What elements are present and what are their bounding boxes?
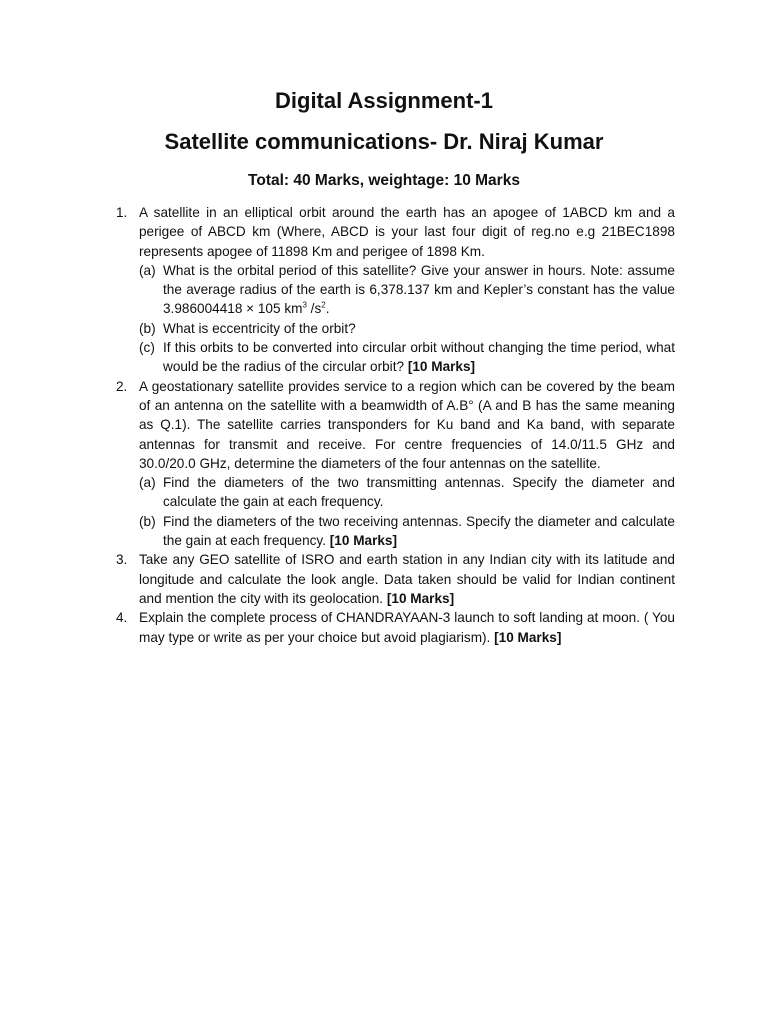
marks-label: [10 Marks] (407, 359, 476, 375)
question-4 (112, 608, 675, 647)
total-marks-line: Total: 40 Marks, weightage: 10 Marks (248, 172, 520, 189)
part-text: What is eccentricity of the orbit? (163, 320, 356, 336)
question-1-part-a (139, 261, 675, 319)
superscript: 2 (321, 300, 326, 310)
question-list (112, 203, 675, 647)
question-1-part-c (139, 338, 675, 377)
question-3 (112, 550, 675, 608)
marks-label: [10 Marks] (494, 629, 562, 645)
part-text-end: . (325, 301, 330, 317)
part-label: (c) (139, 340, 155, 356)
page-subtitle: Satellite communications- Dr. Niraj Kumar (164, 129, 604, 154)
question-number: 2. (116, 378, 128, 394)
question-text: A satellite in an elliptical orbit around the earth has an apogee of 1ABCD km and a perigee of ABCD km (Where, ABCD is your last four digit of reg.no e.g 21BEC1898 represents apogee of 11898 Km and perigee of 1898 Km. (139, 205, 675, 259)
page-title: Digital Assignment-1 (275, 88, 493, 113)
marks-label: [10 Marks] (386, 590, 455, 606)
question-number: 4. (116, 610, 128, 626)
part-label: (b) (139, 513, 156, 529)
question-1 (112, 203, 675, 377)
question-2-part-b (139, 512, 675, 551)
marks-label: [10 Marks] (329, 533, 398, 549)
question-text: A geostationary satellite provides service to a region which can be covered by the beam of an antenna on the satellite with a beamwidth of A.B° (A and B has the same meaning as Q.1). The satellite carries transponders for Ku band and Ka band, with separate antennas for transmit and receive. For centre frequencies of 14.0/11.5 GHz and 30.0/20.0 GHz, determine the diameters of the four antennas on the satellite. (139, 378, 675, 471)
question-2 (112, 377, 675, 551)
part-text: What is the orbital period of this satellite? Give your answer in hours. Note: assume the average radius of the earth is 6,378.137 km and Kepler’s constant has the value 3.986004418 × 105 km (163, 262, 675, 317)
part-text-unit: /s (306, 301, 322, 317)
superscript: 3 (302, 300, 307, 310)
part-text: Find the diameters of the two receiving antennas. Specify the diameter and calculate the gain at each frequency. (163, 513, 675, 549)
part-label: (a) (139, 262, 156, 278)
question-2-part-a (139, 473, 675, 512)
question-text: Take any GEO satellite of ISRO and earth station in any Indian city with its latitude and longitude and calculate the look angle. Data taken should be valid for Indian continent and mention the city with its geolocation. (139, 552, 675, 606)
part-text: If this orbits to be converted into circular orbit without changing the time period, what would be the radius of the circular orbit? (163, 340, 675, 375)
part-text: Find the diameters of the two transmitting antennas. Specify the diameter and calculate the gain at each frequency. (163, 475, 675, 510)
question-number: 1. (116, 205, 128, 220)
question-1-part-b (139, 319, 675, 338)
part-label: (a) (139, 475, 156, 491)
part-label: (b) (139, 320, 156, 336)
question-text: Explain the complete process of CHANDRAYAAN-3 launch to soft landing at moon. ( You may type or write as per your choice but avoid plagiarism). (139, 610, 675, 645)
question-number: 3. (116, 552, 128, 568)
